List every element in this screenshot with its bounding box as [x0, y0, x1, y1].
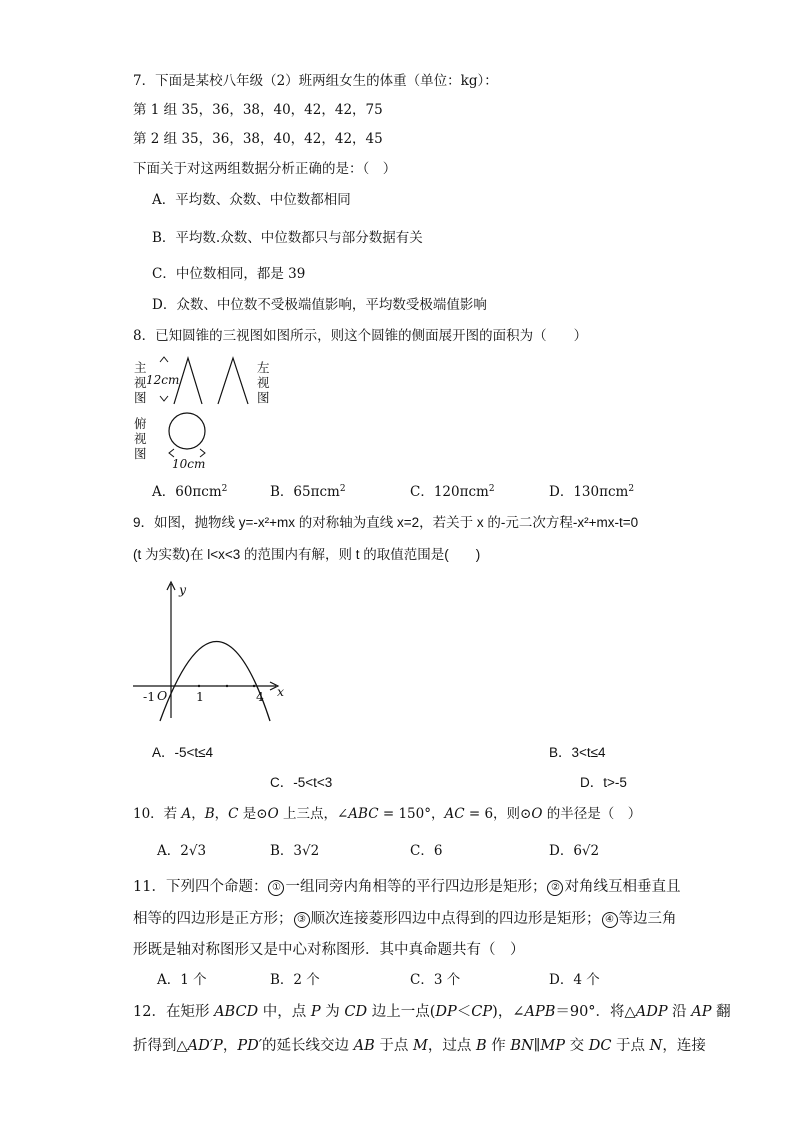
q7-question: 下面关于对这两组数据分析正确的是：（ ） [133, 161, 397, 177]
q7-option-c[interactable]: C．中位数相同，都是 39 [152, 266, 306, 282]
q10-stem: 10．若 A，B，C 是⊙O 上三点，∠ABC = 150°，AC = 6，则⊙O 的半径是（ ） [133, 806, 642, 822]
q12-line1: 12．在矩形 ABCD 中，点 P 为 CD 边上一点(DP＜CP)，∠APB＝90°．将△ADP 沿 AP 翻 [133, 1004, 731, 1020]
parabola-axes-drawing [130, 578, 300, 728]
tick-label-1: 1 [196, 689, 204, 704]
y-axis-label: y [179, 582, 187, 597]
top-view-label: 俯 视 图 [134, 416, 147, 461]
top-view-circle [169, 413, 205, 449]
q7-group1: 第 1 组 35，36，38，40，42，42，75 [133, 102, 383, 118]
origin-label: O [157, 688, 168, 703]
front-view-triangle [174, 358, 202, 404]
q9-option-b[interactable]: B．3<t≤4 [549, 745, 606, 760]
tick-label-neg1: -1 [143, 689, 156, 704]
q8-stem: 8．已知圆锥的三视图如图所示，则这个圆锥的侧面展开图的面积为（ ） [133, 328, 588, 344]
front-view-label: 主 视 图 [134, 360, 147, 405]
q8-option-d[interactable]: D．130πcm$^2$ [549, 484, 635, 500]
q9-option-a[interactable]: A．-5<t≤4 [152, 745, 214, 760]
q10-option-c[interactable]: C．6 [410, 843, 443, 859]
diameter-label: 10cm [172, 457, 206, 471]
q8-option-c[interactable]: C．120πcm$^2$ [410, 484, 495, 500]
q11-option-d[interactable]: D．4 个 [549, 972, 600, 988]
q8-option-b[interactable]: B．65πcm$^2$ [270, 484, 346, 500]
q10-option-b[interactable]: B．3√2 [270, 843, 320, 859]
q7-option-b[interactable]: B．平均数.众数、中位数都只与部分数据有关 [152, 230, 423, 246]
q10-option-d[interactable]: D．6√2 [549, 843, 600, 859]
q7-stem: 7．下面是某校八年级（2）班两组女生的体重（单位：kg）： [133, 73, 498, 89]
q7-option-a[interactable]: A．平均数、众数、中位数都相同 [152, 192, 351, 208]
q11-option-a[interactable]: A．1 个 [157, 972, 207, 988]
side-view-label: 左 视 图 [257, 360, 270, 405]
x-axis-label: x [277, 684, 285, 699]
q11-line2: 相等的四边形是正方形； ③ 顺次连接菱形四边中点得到的四边形是矩形； ④ 等边三角 [133, 911, 677, 927]
marker-1: ① [268, 880, 284, 896]
height-label: 12cm [146, 373, 180, 387]
marker-4: ④ [602, 912, 618, 928]
q9-option-d[interactable]: D．t>-5 [580, 775, 627, 790]
q11-option-b[interactable]: B．2 个 [270, 972, 320, 988]
q9-option-c[interactable]: C．-5<t<3 [270, 775, 333, 790]
q7-group2: 第 2 组 35，36，38，40，42，42，45 [133, 131, 383, 147]
tick-4 [253, 685, 255, 687]
q11-line3: 形既是轴对称图形又是中心对称图形．其中真命题共有（ ） [133, 942, 525, 958]
q11-option-c[interactable]: C．3 个 [410, 972, 461, 988]
q8-option-a[interactable]: A．60πcm$^2$ [152, 484, 228, 500]
marker-2: ② [547, 880, 563, 896]
q11-line1: 11．下列四个命题： ① 一组同旁内角相等的平行四边形是矩形； ② 对角线互相垂直且 [133, 879, 681, 895]
q10-option-a[interactable]: A．2√3 [157, 843, 207, 859]
diameter-arrow-right [200, 449, 205, 457]
tick-2 [226, 685, 228, 687]
height-arrow-up [160, 357, 168, 362]
q7-option-d[interactable]: D．众数、中位数不受极端值影响，平均数受极端值影响 [152, 297, 487, 313]
tick-1 [198, 685, 200, 687]
marker-3: ③ [294, 912, 310, 928]
side-view-triangle [218, 358, 248, 404]
height-arrow-down [160, 396, 168, 401]
tick-label-4: 4 [256, 689, 264, 704]
q12-line2: 折得到△AD′P，PD′的延长线交边 AB 于点 M，过点 B 作 BN∥MP 交 DC 于点 N，连接 [133, 1038, 706, 1054]
q9-line1: 9．如图，抛物线 y=-x²+mx 的对称轴为直线 x=2，若关于 x 的-元二次方程-x²+mx-t=0 [133, 515, 639, 530]
q9-line2: (t 为实数)在 l<x<3 的范围内有解，则 t 的取值范围是( ) [133, 547, 481, 562]
cone-views-drawing [150, 356, 310, 466]
diameter-arrow-left [169, 449, 174, 457]
parabola-curve [160, 642, 270, 722]
